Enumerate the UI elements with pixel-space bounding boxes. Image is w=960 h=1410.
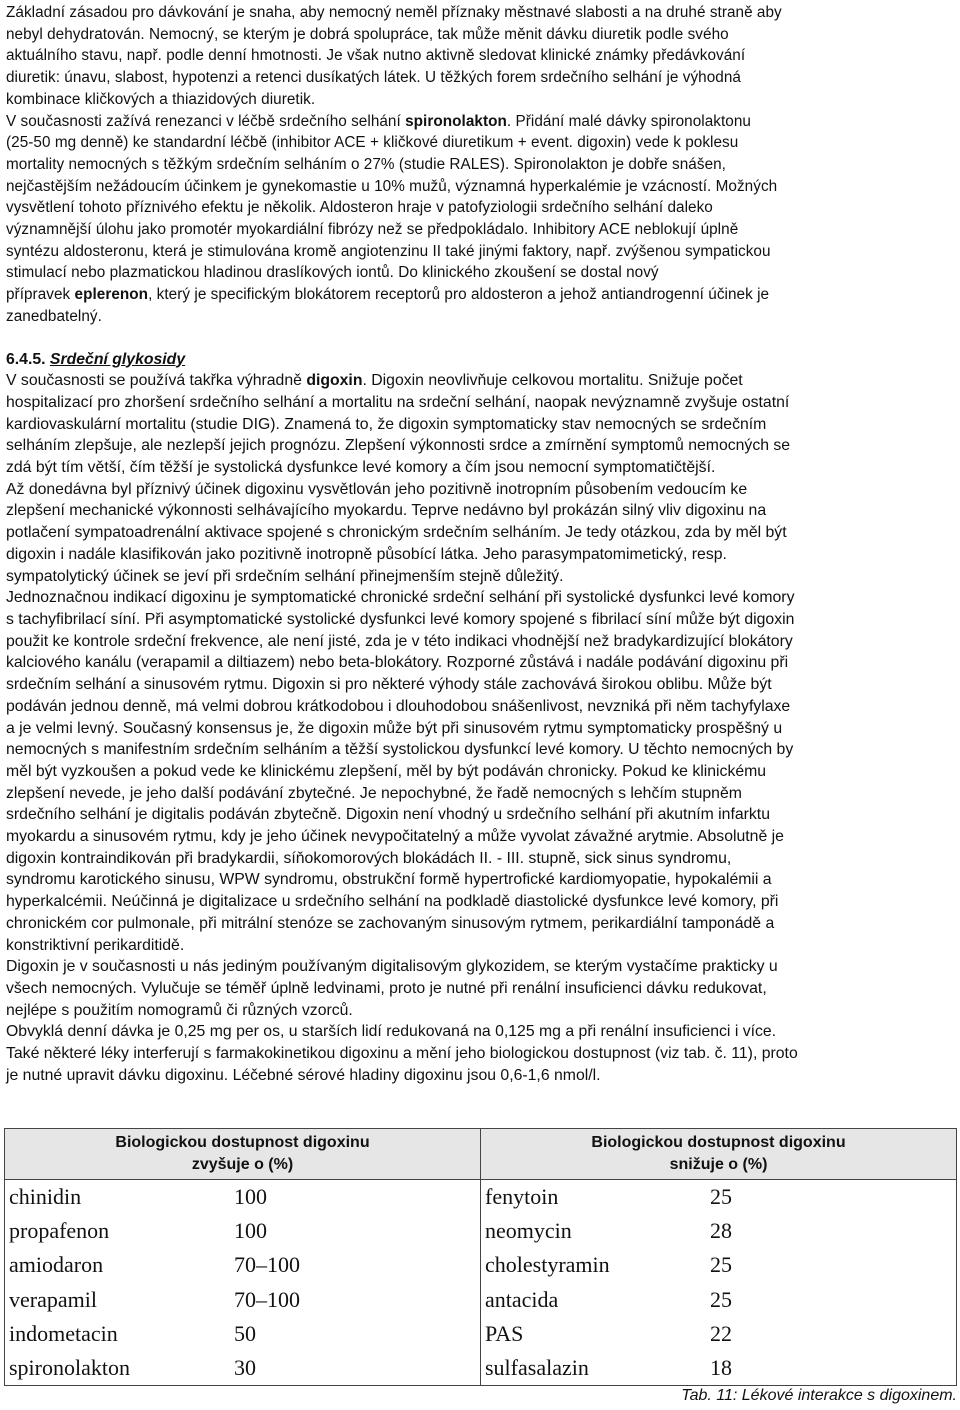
column-increases <box>5 1180 481 1386</box>
text-line: . Digoxin neovlivňuje celkovou mortalitu. Snižuje počet <box>362 372 743 390</box>
text-line: Obvyklá denní dávka je 0,25 mg per os, u starších lidí redukovaná na 0,125 mg a při renální insuficienci i více. <box>6 1023 777 1041</box>
drug-value: 30 <box>234 1354 256 1380</box>
drug-name: amiodaron <box>9 1252 104 1278</box>
drug-value: 25 <box>710 1286 732 1312</box>
table-row <box>481 1248 956 1282</box>
text-line: nebyl dehydratován. Nemocný, se kterým je dobrá spolupráce, tak může měnit dávku diuretik podle svého <box>6 25 729 43</box>
header-decreases: Biologickou dostupnost digoxinu snižuje o (%) <box>481 1129 957 1180</box>
header-increases: Biologickou dostupnost digoxinu zvyšuje o (%) <box>5 1129 481 1180</box>
term-eplerenon: eplerenon <box>74 286 149 304</box>
document-page <box>6 2 956 1086</box>
text-line: Jednoznačnou indikací digoxinu je symptomatické chronické srdeční selhání při systolické dysfunkci levé komory <box>6 589 795 607</box>
text-line: zlepšení nevede, je jeho další podávání zbytečné. Je nepochybné, že řadě nemocných s lehčím stupněm <box>6 784 742 802</box>
text-line: vysvětlení tohoto příznivého efektu je několik. Aldosteron hraje v patofyziologii srdečního selhání daleko <box>6 199 713 217</box>
drug-name: verapamil <box>9 1286 97 1312</box>
text-line: . Přidání malé dávky spironolaktonu <box>506 112 751 130</box>
drug-value: 70–100 <box>234 1252 300 1278</box>
drug-name: cholestyramin <box>485 1252 610 1278</box>
table-row <box>481 1283 956 1317</box>
text-line: podáván jednou denně, má velmi dobrou krátkodobou i dlouhodobou snášenlivost, nevzniká při něm tachyfylaxe <box>6 697 791 715</box>
text-line: zanedbatelný. <box>6 307 102 325</box>
text-line: nejlépe s použitím nomogramů či různých vzorců. <box>6 1001 353 1019</box>
drug-name: chinidin <box>9 1184 82 1209</box>
drug-value: 100 <box>234 1218 267 1244</box>
text-line: sympatolytický účinek se jeví při srdečním selhání přinejmenším stejně důležitý. <box>6 567 564 585</box>
text-line: hospitalizací pro zhoršení srdečního selhání a mortalitu na srdeční selhání, naopak nevýznamně zvyšuje ostatní <box>6 393 790 411</box>
drug-value: 70–100 <box>234 1286 300 1312</box>
section-heading <box>6 349 956 371</box>
interaction-table <box>4 1128 957 1386</box>
text-line: nejčastějším nežádoucím účinkem je gynekomastie u 10% mužů, významná hyperkalémie je vzácností. Možných <box>6 177 778 195</box>
drug-name: spironolakton <box>9 1354 130 1380</box>
drug-value: 18 <box>710 1354 732 1380</box>
text-line: mortality nemocných s těžkým srdečním selháním o 27% (studie RALES). Spironolakton je dobře snášen, <box>6 155 726 173</box>
table-row <box>5 1283 480 1317</box>
text-line: stimulací nebo plazmatickou hladinou draslíkových iontů. Do klinického zkoušení se dostal nový <box>6 264 659 282</box>
text-line: aktuálního stavu, např. podle denní hmotnosti. Je však nutno aktivně sledovat klinické známky předávkování <box>6 47 746 65</box>
drug-name: fenytoin <box>485 1184 559 1209</box>
table-row <box>5 1214 480 1248</box>
text-line: syndromu karotického sinusu, WPW syndromu, obstrukční formě hypertrofické kardiomyopatie, hypokalémii a <box>6 871 772 889</box>
table-row <box>5 1317 480 1351</box>
drug-name: indometacin <box>9 1320 118 1346</box>
text-line: (25-50 mg denně) ke standardní léčbě (inhibitor ACE + kličkové diuretikum + event. digoxin) vede k poklesu <box>6 134 739 152</box>
text-line: konstriktivní perikarditidě. <box>6 936 185 954</box>
paragraph-diuretics <box>6 2 956 328</box>
drug-value: 50 <box>234 1320 256 1346</box>
table-row <box>481 1351 956 1385</box>
drug-value: 100 <box>234 1184 267 1209</box>
drug-value: 28 <box>710 1218 732 1244</box>
table-row <box>481 1317 956 1351</box>
text-line: významnější úlohu jako promotér myokardiální fibrózy než se předpokládalo. Inhibitory ACE neblokují úplně <box>6 221 739 239</box>
text-line: selháním zlepšuje, ale nezlepší jejich prognózu. Zlepšení výkonnosti srdce a zmírnění symptomů nemocných se <box>6 437 791 455</box>
text-line: kalciového kanálu (verapamil a diltiazem) nebo beta-blokátory. Rozporné zůstává i nadále podávání digoxinu při <box>6 654 789 672</box>
text-line: , který je specifickým blokátorem receptorů pro aldosteron a jehož antiandrogenní účinek je <box>148 286 770 304</box>
text-line: diuretik: únavu, slabost, hypotenzi a retenci dusíkatých látek. U těžkých forem srdečního selhání je výhodná <box>6 69 741 87</box>
text-line: potlačení sympatoadrenální aktivace spojené s chronickým srdečním selháním. Je tedy otázkou, zda by měl být <box>6 524 787 542</box>
text-line: Digoxin je v současnosti u nás jediným používaným digitalisovým glykozidem, se kterým vystačíme prakticky u <box>6 958 778 976</box>
text-line: je nutné upravit dávku digoxinu. Léčebné sérové hladiny digoxinu jsou 0,6-1,6 nmol/l. <box>6 1066 601 1084</box>
text-line: digoxin i nadále klasifikován jako pozitivně inotropně působící látka. Jeho parasympatomimetický, resp. <box>6 545 727 563</box>
text-line: myokardu a sinusovém rytmu, kdy je jeho účinek nevypočitatelný a může vyvolat závažné arytmie. Absolutně je <box>6 828 784 846</box>
text-line: použit ke kontrole srdeční frekvence, ale není jisté, zda je v této indikaci vhodnější než bradykardizující blokátory <box>6 632 793 650</box>
text-line: Základní zásadou pro dávkování je snaha, aby nemocný neměl příznaky městnavé slabosti a na druhé straně aby <box>6 4 782 21</box>
text-line: zlepšení mechanické výkonnosti selhávajícího myokardu. Teprve nedávno byl prokázán silný vliv digoxinu na <box>6 502 767 520</box>
paragraph-glycosides <box>6 370 956 1086</box>
term-digoxin: digoxin <box>306 372 363 390</box>
term-spironolakton: spironolakton <box>405 112 507 130</box>
text-line: a je velmi levný. Současný konsensus je, že digoxin může být při sinusovém rytmu symptomaticky prospěšný u <box>6 719 783 737</box>
text-line: srdečním selhání a sinusovém rytmu. Digoxin si pro některé výhody stále zachovává širokou oblibu. Může být <box>6 676 772 694</box>
drug-name: PAS <box>485 1320 524 1346</box>
drug-name: propafenon <box>9 1218 110 1244</box>
column-decreases <box>481 1180 957 1386</box>
text-line: chronickém cor pulmonale, při mitrální stenóze se zachovaným sinusovým rytmem, perikardiální tamponádě a <box>6 914 775 932</box>
heading-number: 6.4.5. <box>6 350 50 368</box>
drug-name: antacida <box>485 1286 559 1312</box>
table-row <box>5 1248 480 1282</box>
table-row <box>481 1180 956 1214</box>
text-line: V současnosti zažívá renezanci v léčbě srdečního selhání <box>6 112 406 130</box>
text-line: měl být vyzkoušen a pokud vede ke klinickému zlepšení, měl by být podáván chronicky. Pokud ke klinickému <box>6 762 767 780</box>
text-line: zdá být tím větší, čím těžší je systolická dysfunkce levé komory a čím jsou nemocní symptomatičtější. <box>6 459 716 477</box>
table-row <box>5 1351 480 1385</box>
table-row <box>5 1180 480 1214</box>
text-line: srdečního selhání je digitalis podáván zbytečně. Digoxin není vhodný u srdečního selhání při akutním infarktu <box>6 806 770 824</box>
drug-value: 25 <box>710 1184 732 1209</box>
text-line: kardiovaskulární mortalitu (studie DIG). Znamená to, že digoxin symptomaticky stav nemocných se srdečním <box>6 415 767 433</box>
drug-name: neomycin <box>485 1218 572 1244</box>
text-line: Také některé léky interferují s farmakokinetikou digoxinu a mění jeho biologickou dostupnost (viz tab. č. 11), proto <box>6 1045 798 1063</box>
text-line: syntézu aldosteronu, která je stimulována kromě angiotenzinu II také jinými faktory, např. zvýšenou sympatickou <box>6 242 771 260</box>
drug-value: 22 <box>710 1320 732 1346</box>
text-line: s tachyfibrilací síní. Při asymptomatické systolické dysfunkci levé komory spojené s fibrilací síní může být digoxin <box>6 610 795 628</box>
text-line: nemocných s manifestním srdečním selháním a těžší systolickou dysfunkcí levé komory. U těchto nemocných by <box>6 741 794 759</box>
text-line: Až donedávna byl příznivý účinek digoxinu vysvětlován jeho pozitivně inotropním působením vedoucím ke <box>6 480 748 498</box>
text-line: hyperkalcémii. Neúčinná je digitalizace u srdečního selhání na podkladě diastolické dysfunkce levé komory, při <box>6 893 779 911</box>
drug-name: sulfasalazin <box>485 1354 589 1380</box>
text-line: všech nemocných. Vylučuje se téměř úplně ledvinami, proto je nutné při renální insuficienci dávku redukovat, <box>6 979 767 997</box>
drug-value: 25 <box>710 1252 732 1278</box>
table-row <box>481 1214 956 1248</box>
table-caption: Tab. 11: Lékové interakce s digoxinem. <box>681 1387 957 1404</box>
text-line: kombinace kličkových a thiazidových diuretik. <box>6 90 316 108</box>
text-line: přípravek <box>6 286 75 304</box>
text-line: digoxin kontraindikován při bradykardii, síňokomorových blokádách II. - III. stupně, sick sinus syndromu, <box>6 849 732 867</box>
heading-title: Srdeční glykosidy <box>49 350 186 368</box>
text-line: V současnosti se používá takřka výhradně <box>6 372 307 390</box>
